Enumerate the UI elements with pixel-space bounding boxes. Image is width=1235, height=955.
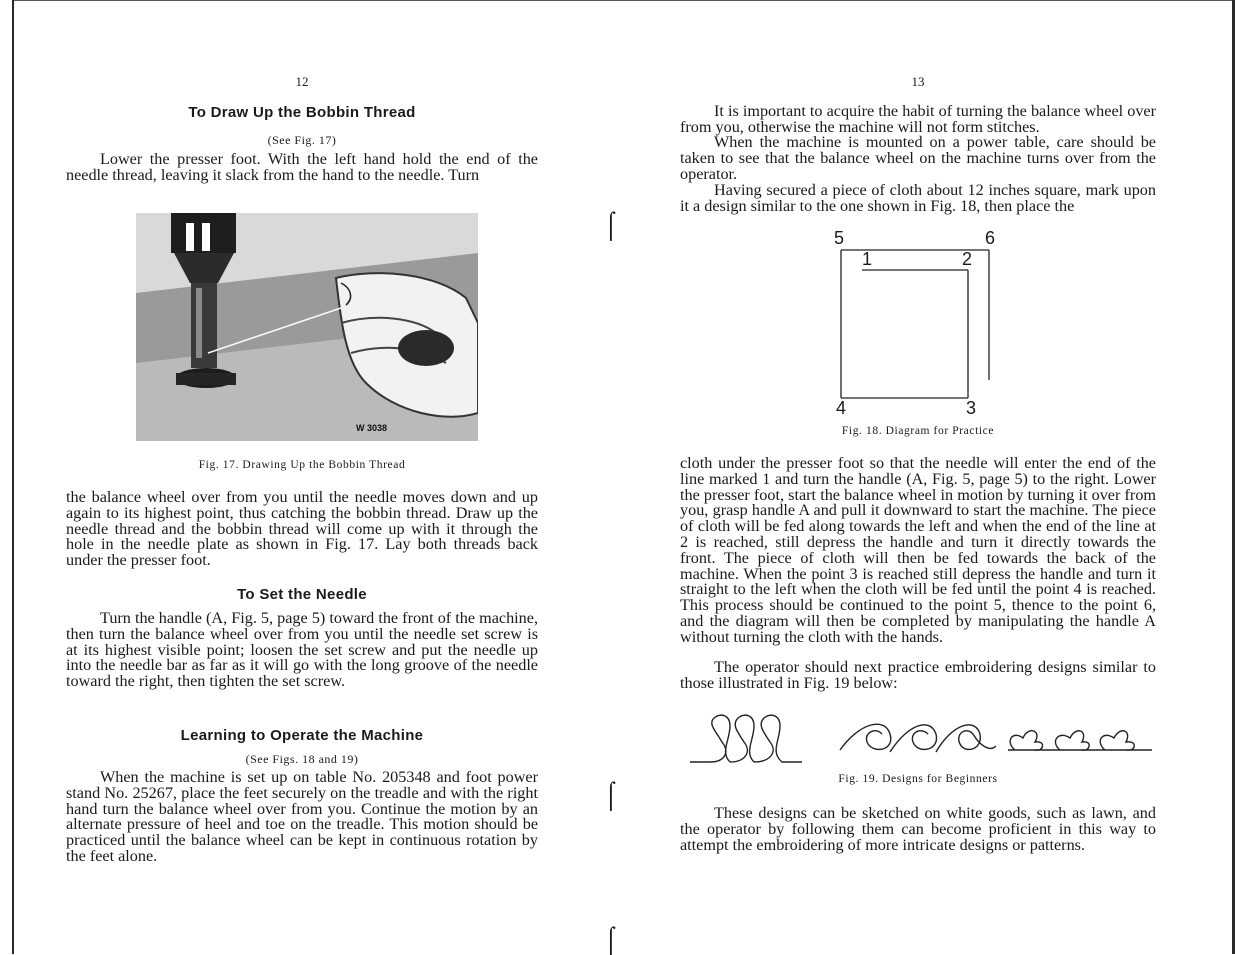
figure-19-designs [690, 712, 1160, 772]
diagram-label-4: 4 [836, 398, 847, 418]
diagram-label-3: 3 [966, 398, 977, 418]
paragraph: Having secured a piece of cloth about 12 inches square, mark upon it a design similar to the one shown in Fig. 18, then place the [680, 181, 1156, 215]
embroidery-designs [690, 712, 1160, 772]
page-left-edge [12, 0, 14, 954]
binding-mark: ⌠ [603, 780, 619, 809]
figure-18-caption: Fig. 18. Diagram for Practice [841, 425, 995, 437]
diagram-label-5: 5 [834, 228, 845, 248]
paragraph: When the machine is set up on table No. 205348 and foot power stand No. 25267, place the feet securely on the treadle and with the right hand turn the balance wheel over from you. Continue the motion by an alternate pressure of heel and toe on the treadle. This motion should be practiced until the balance wheel can be kept in continuous rotation by the feet alone. [66, 768, 538, 865]
figure-label: W 3038 [356, 423, 388, 433]
diagram-label-2: 2 [962, 249, 973, 269]
diagram-label-1: 1 [862, 249, 873, 269]
page-number: 12 [295, 74, 309, 89]
page-number: 13 [911, 74, 925, 89]
binding-mark: ⌠ [603, 210, 619, 239]
paragraph: It is important to acquire the habit of turning the balance wheel over from you, otherwise the machine will not form stitches. [680, 102, 1156, 136]
figure-17-photo [136, 213, 478, 441]
see-figure-note: (See Fig. 17) [267, 133, 337, 147]
paragraph: Lower the presser foot. With the left hand hold the end of the needle thread, leaving it slack from the hand to the needle. Turn [66, 150, 538, 184]
figure-17-caption: Fig. 17. Drawing Up the Bobbin Thread [198, 459, 406, 471]
see-figures-note: (See Figs. 18 and 19) [245, 752, 359, 766]
paragraph: cloth under the presser foot so that the needle will enter the end of the line marked 1 and turn the handle (A, Fig. 5, page 5) to the right. Lower the presser foot, start the balance wheel in motion by turning it over from you, grasp handle A and pull it downward to start the machine. The piece of cloth will be fed along towards the left and when the end of the line at 2 is reached, still depress the handle and turn it directly towards the front. The piece of cloth will then be fed towards the back of the machine. When the point 3 is reached still depress the handle and turn it straight to the left when the cloth will be fed until the point 4 is reached. This process should be continued to the point 5, thence to the point 6, and the diagram will then be completed by manipulating the handle A without turning the cloth with the hands. [680, 454, 1156, 646]
paragraph: Turn the handle (A, Fig. 5, page 5) toward the front of the machine, then turn the balance wheel over from you until the needle set screw is at its highest visible point; loosen the set screw and put the needle up into the needle bar as far as it will go with the long groove of the needle toward the right, then tighten the set screw. [66, 609, 538, 691]
left-page [66, 0, 538, 954]
paragraph: When the machine is mounted on a power table, care should be taken to see that the balance wheel on the machine turns over from the operator. [680, 133, 1156, 183]
section-heading-operate: Learning to Operate the Machine [180, 727, 424, 744]
paragraph: These designs can be sketched on white goods, such as lawn, and the operator by following them can become proficient in this way to attempt the embroidering of more intricate designs or patterns. [680, 804, 1156, 854]
figure-18-diagram [828, 228, 998, 423]
binding-mark: ⌠ [603, 925, 619, 954]
practice-path-lines [828, 228, 998, 423]
section-heading-needle: To Set the Needle [237, 586, 367, 603]
paragraph: the balance wheel over from you until the needle moves down and up again to its highest point, thus catching the bobbin thread. Draw up the needle thread and the bobbin thread will come up with it through the hole in the needle plate as shown in Fig. 17. Lay both threads back under the presser foot. [66, 488, 538, 570]
paragraph: The operator should next practice embroidering designs similar to those illustrated in Fig. 19 below: [680, 658, 1156, 692]
right-page [680, 0, 1156, 954]
diagram-label-6: 6 [985, 228, 996, 248]
section-heading-bobbin: To Draw Up the Bobbin Thread [188, 104, 416, 121]
figure-19-caption: Fig. 19. Designs for Beginners [838, 773, 998, 785]
